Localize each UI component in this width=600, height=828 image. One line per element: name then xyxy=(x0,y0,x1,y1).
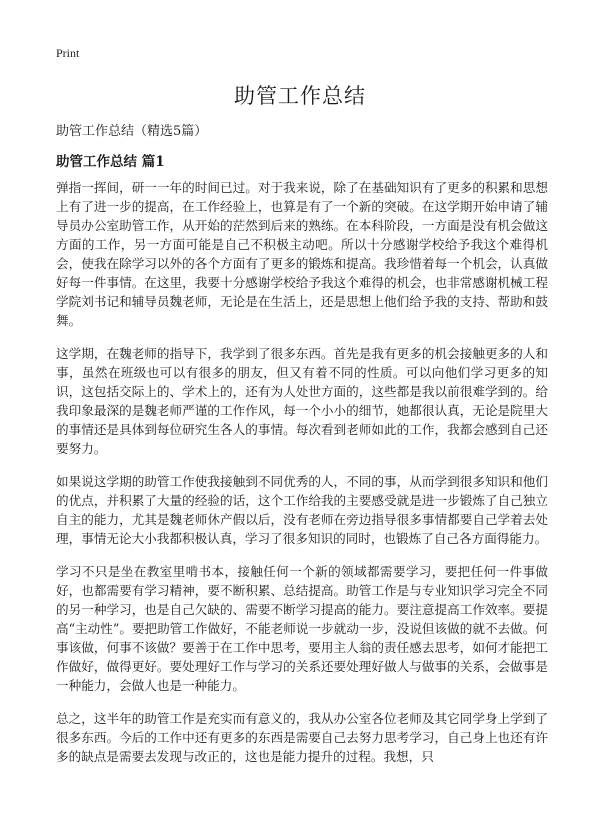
paragraph-4: 学习不只是坐在教室里啃书本，接触任何一个新的领域都需要学习，要把任何一件事做好，也都需要有学习精神，要不断积累、总结提高。助管工作是与专业知识学习完全不同的另一种学习，也是自己欠缺的、需要不断学习提高的能力。要注意提高工作效率。要提高“主动性”。要把助管工作做好，不能老师说一步就动一步，没说但该做的就不去做。何事该做，何事不该做？要善于在工作中思考，要用主人翁的责任感去思考，如何才能把工作做好，做得更好。要处理好工作与学习的关系还要处理好做人与做事的关系，会做事是一种能力，会做人也是一种能力。 xyxy=(56,564,548,693)
paragraph-5: 总之，这半年的助管工作是充实而有意义的，我从办公室各位老师及其它同学身上学到了很多东西。今后的工作中还有更多的东西是需要自己去努力思考学习，自己身上也还有许多的缺点是需要去发现与改正的，这也是能力提升的过程。我想，只 xyxy=(56,711,548,764)
paragraph-3: 如果说这学期的助管工作使我接触到不同优秀的人，不同的事，从而学到很多知识和他们的优点，并积累了大量的经验的话，这个工作给我的主要感受就是进一步锻炼了自己独立自主的能力，尤其是魏老师休产假以后，没有老师在旁边指导很多事情都要自己学着去处理，事情无论大小我都积极认真，学习了很多知识的同时，也锻炼了自己各方面得能力。 xyxy=(56,474,548,546)
paragraph-1: 弹指一挥间，研一一年的时间已过。对于我来说，除了在基础知识有了更多的积累和思想上有了进一步的提高，在工作经验上，也算是有了一个新的突破。在这学期开始申请了辅导员办公室助管工作，从开始的茫然到后来的熟练。在本科阶段，一方面是没有机会做这方面的工作，另一方面可能是自己不积极主动吧。所以十分感谢学校给予我这个难得机会，使我在除学习以外的各个方面有了更多的锻炼和提高。我珍惜着每一个机会，认真做好每一件事情。在这里，我要十分感谢学校给予我这个难得的机会，也非常感谢机械工程学院刘书记和辅导员魏老师，无论是在生活上，还是思想上他们给予我的支持、帮助和鼓舞。 xyxy=(56,180,548,328)
section-heading: 助管工作总结 篇1 xyxy=(56,154,165,170)
print-link[interactable]: Print xyxy=(56,46,80,60)
paragraph-2: 这学期，在魏老师的指导下，我学到了很多东西。首先是我有更多的机会接触更多的人和事，虽然在班级也可以有很多的朋友，但又有着不同的性质。可以向他们学习更多的知识，这包括交际上的、学术上的，还有为人处世方面的，这些都是我以前很难学到的。给我印象最深的是魏老师严谨的工作作风，每一个小小的细节，她都很认真，无论是院里大的事情还是具体到每位研究生各人的事情。每次看到老师如此的工作，我都会感到自己还要努力。 xyxy=(56,346,548,456)
document-subtitle: 助管工作总结（精选5篇） xyxy=(56,124,208,139)
document-body xyxy=(56,178,548,780)
page-title: 助管工作总结 xyxy=(234,84,366,108)
